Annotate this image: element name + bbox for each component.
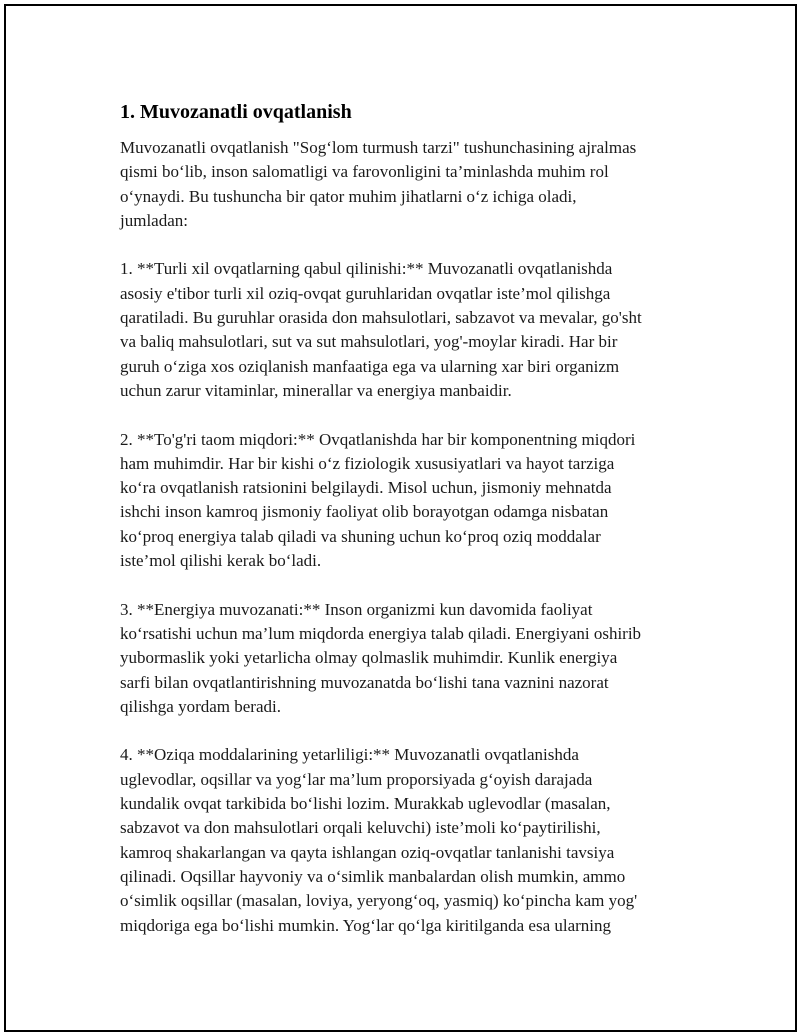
text-line: asosiy e'tibor turli xil oziq-ovqat guruhlaridan ovqatlar iste’mol qilishga [120,283,611,303]
text-line: va baliq mahsulotlari, sut va sut mahsulotlari, yog'-moylar kiradi. Har bir [120,332,618,352]
text-line: ishchi inson kamroq jismoniy faoliyat olib borayotgan odamga nisbatan [120,502,609,522]
text-line: 1. **Turli xil ovqatlarning qabul qilinishi:** Muvozanatli ovqatlanishda [120,259,613,279]
text-line: kundalik ovqat tarkibida bo‘lishi lozim. Murakkab uglevodlar (masalan, [120,794,611,814]
text-line: ko‘proq energiya talab qiladi va shuning uchun ko‘proq oziq moddalar [120,526,601,546]
text-line: iste’mol qilishi kerak bo‘ladi. [120,551,322,571]
document-content [120,100,700,962]
paragraph-intro [120,136,700,233]
text-line: guruh o‘ziga xos oziqlanish manfaatiga ega va ularning xar biri organizm [120,356,620,376]
paragraph-point-1 [120,257,700,403]
text-line: jumladan: [120,210,188,230]
text-line: 2. **To'g'ri taom miqdori:** Ovqatlanishda har bir komponentning miqdori [120,429,636,449]
text-line: uchun zarur vitaminlar, minerallar va energiya manbaidir. [120,380,512,400]
text-line: uglevodlar, oqsillar va yog‘lar ma’lum proporsiyada g‘oyish darajada [120,769,593,789]
text-line: sarfi bilan ovqatlantirishning muvozanatda bo‘lishi tana vaznini nazorat [120,672,609,692]
text-line: 3. **Energiya muvozanati:** Inson organizmi kun davomida faoliyat [120,599,593,619]
text-line: qaratiladi. Bu guruhlar orasida don mahsulotlari, sabzavot va mevalar, go'sht [120,308,642,328]
paragraph-point-3 [120,598,700,719]
text-line: yubormaslik yoki yetarlicha olmay qolmaslik muhimdir. Kunlik energiya [120,648,618,668]
text-line: kamroq shakarlangan va qayta ishlangan oziq-ovqatlar tanlanishi tavsiya [120,842,615,862]
text-line: miqdoriga ega bo‘lishi mumkin. Yog‘lar qo‘lga kiritilganda esa ularning [120,915,612,935]
text-line: o‘ynaydi. Bu tushuncha bir qator muhim jihatlarni o‘z ichiga oladi, [120,186,577,206]
text-line: ham muhimdir. Har bir kishi o‘z fiziologik xususiyatlari va hayot tarziga [120,453,615,473]
document-page [4,4,797,1032]
text-line: sabzavot va don mahsulotlari orqali keluvchi) iste’moli ko‘paytirilishi, [120,818,601,838]
paragraph-point-2 [120,428,700,574]
paragraph-point-4 [120,743,700,937]
text-line: Muvozanatli ovqatlanish "Sog‘lom turmush tarzi" tushunchasining ajralmas [120,138,637,157]
text-line: ko‘ra ovqatlanish ratsionini belgilaydi. Misol uchun, jismoniy mehnatda [120,478,612,498]
text-line: qilinadi. Oqsillar hayvoniy va o‘simlik manbalardan olish mumkin, ammo [120,866,626,886]
text-line: qismi bo‘lib, inson salomatligi va farovonligini ta’minlashda muhim rol [120,162,609,182]
text-line: 4. **Oziqa moddalarining yetarliligi:** Muvozanatli ovqatlanishda [120,745,579,765]
text-line: o‘simlik oqsillar (masalan, loviya, yeryong‘oq, yasmiq) ko‘pincha kam yog' [120,891,638,911]
text-line: ko‘rsatishi uchun ma’lum miqdorda energiya talab qiladi. Energiyani oshirib [120,623,642,643]
text-line: qilishga yordam beradi. [120,696,281,716]
section-heading: 1. Muvozanatli ovqatlanish [120,101,352,123]
